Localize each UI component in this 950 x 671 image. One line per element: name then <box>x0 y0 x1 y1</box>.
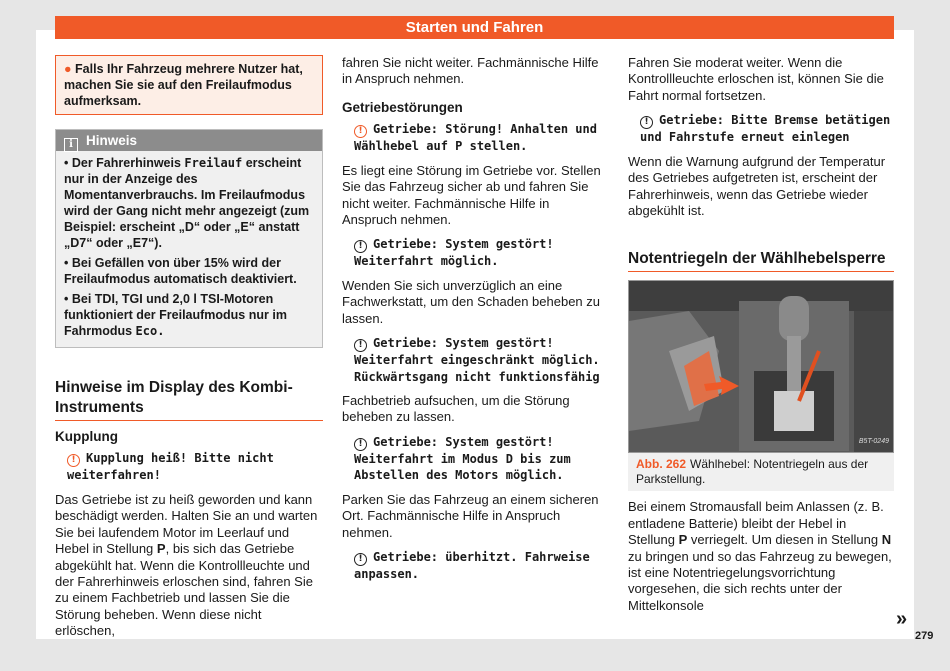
note-header <box>56 130 322 151</box>
column-3 <box>628 55 894 622</box>
figure-caption <box>628 453 894 491</box>
note-text: Bei TDI, TGI und 2,0 l TSI-Motoren funktioniert der Freilaufmodus nur im Fahrmodus <box>64 292 287 338</box>
warning-box <box>55 55 323 115</box>
display-message <box>628 112 894 146</box>
info-icon: i <box>64 138 78 152</box>
figure-label: Abb. 262 <box>636 457 687 472</box>
paragraph-text: Bei einem Stromausfall beim Anlassen (z. B. entladene Batterie) bleibt der Hebel in Stellung <box>628 499 884 548</box>
paragraph: Wenn die Warnung aufgrund der Temperatur des Getriebes aufgetreten ist, erscheint der Fahrerhinweis, wenn das Getriebe wieder abgekühlt ist. <box>628 153 886 218</box>
note-title: Hinweis <box>86 133 138 148</box>
bullet-icon: ● <box>64 62 72 76</box>
section-title: Hinweise im Display des Kombi-Instruments <box>55 378 323 421</box>
figure-gear-lever <box>628 280 894 453</box>
note-item: • Bei TDI, TGI und 2,0 l TSI-Motoren funktioniert der Freilaufmodus nur im Fahrmodus Eco. <box>64 292 287 338</box>
column-1 <box>55 55 323 648</box>
continue-mark: » <box>896 608 908 630</box>
display-message <box>342 434 607 484</box>
chapter-title: Starten und Fahren <box>405 19 544 36</box>
warning-light-icon: ! <box>354 125 367 138</box>
display-message <box>55 450 323 484</box>
chapter-header <box>55 16 894 39</box>
warning-light-icon: ! <box>354 553 367 566</box>
note-mono-text: Eco. <box>135 324 165 338</box>
message-text: Getriebe: System gestört! Weiterfahrt möglich. <box>354 237 554 269</box>
paragraph: Es liegt eine Störung im Getriebe vor. Stellen Sie das Fahrzeug sicher ab und fahren Sie nicht weiter. Fachmännische Hilfe in Anspruch nehmen. <box>342 162 601 227</box>
message-text: Getriebe: Störung! Anhalten und Wählhebel auf P stellen. <box>354 122 597 154</box>
warning-light-icon: ! <box>640 116 653 129</box>
note-item: • Der Fahrerhinweis Freilauf erscheint nur in der Anzeige des Momentanverbrauchs. Im Freilaufmodus wird der Gang nicht mehr angezeigt (zum Beispiel: erscheint „D“ oder „E“ anstatt „D7“ oder „E7“). <box>64 156 310 250</box>
column-2 <box>342 55 607 591</box>
subsection-title: Getriebestörungen <box>342 99 463 115</box>
paragraph: Parken Sie das Fahrzeug an einem sicheren Ort. Fachmännische Hilfe in Anspruch nehmen. <box>342 491 599 540</box>
display-message <box>342 549 607 583</box>
gear-position: N <box>881 532 892 548</box>
note-text: Bei Gefällen von über 15% wird der Freilaufmodus automatisch deaktiviert. <box>64 256 297 286</box>
paragraph-text: , bis sich das Getriebe abgekühlt hat. Wenn die Kontrollleuchte und der Fahrerhinweis erloschen sind, fahren Sie zu einem Fachbetrieb und lassen Sie die Störung beheben. Wenn diese nicht erlöschen, <box>55 541 313 639</box>
figure-id: B5T-0249 <box>858 437 889 445</box>
paragraph: Fachbetrieb aufsuchen, um die Störung beheben zu lassen. <box>342 393 570 425</box>
paragraph-text: Das Getriebe ist zu heiß geworden und kann beschädigt werden. Halten Sie an und warten Sie bei laufendem Motor im Leerlauf und Hebel in Stellung <box>55 491 318 557</box>
message-text: Kupplung heiß! Bitte nicht weiterfahren! <box>67 451 274 483</box>
note-item: • Bei Gefällen von über 15% wird der Freilaufmodus automatisch deaktiviert. <box>64 256 297 286</box>
gear-position: P <box>156 541 166 557</box>
display-message <box>342 335 607 385</box>
warning-light-icon: ! <box>354 240 367 253</box>
section-title: Notentriegeln der Wählhebelsperre <box>628 249 894 272</box>
paragraph <box>628 499 894 614</box>
paragraph: Wenden Sie sich unverzüglich an eine Fachwerkstatt, um den Schaden beheben zu lassen. <box>342 277 600 326</box>
subsection-title: Kupplung <box>55 429 118 444</box>
display-message <box>342 236 607 270</box>
warning-text: Falls Ihr Fahrzeug mehrere Nutzer hat, machen Sie sie auf den Freilaufmodus aufmerksam. <box>64 62 303 108</box>
message-text: Getriebe: System gestört! Weiterfahrt im Modus D bis zum Abstellen des Motors möglich. <box>354 434 571 483</box>
caption-text: Wählhebel: Notentriegeln aus der Parkstellung. <box>636 457 869 487</box>
message-text: Getriebe: überhitzt. Fahrweise anpassen. <box>354 550 590 582</box>
paragraph-text: verriegelt. Um diesen in Stellung <box>690 532 879 548</box>
note-box <box>55 129 323 348</box>
gear-lever-illustration <box>629 281 893 452</box>
gear-position: P <box>678 532 688 548</box>
warning-light-icon: ! <box>354 438 367 451</box>
warning-light-icon: ! <box>354 339 367 352</box>
paragraph: Fahren Sie moderat weiter. Wenn die Kontrollleuchte erloschen ist, können Sie die Fahrt normal fortsetzen. <box>628 55 884 103</box>
note-body <box>56 151 322 347</box>
paragraph-text: zu bringen und so das Fahrzeug zu bewegen, ist eine Notentriegelungsvorrichtung vorgesehen, die sich rechts unter der Mittelkonsole <box>628 548 892 613</box>
warning-light-icon: ! <box>67 454 80 467</box>
page-number: 279 <box>915 630 934 642</box>
note-mono-text: Freilauf <box>184 156 243 170</box>
display-message <box>342 121 607 155</box>
message-text: Getriebe: Bitte Bremse betätigen und Fahrstufe erneut einlegen <box>640 113 891 145</box>
note-text: Der Fahrerhinweis <box>71 156 181 170</box>
note-text: erscheint nur in der Anzeige des Momentanverbrauchs. Im Freilaufmodus wird der Gang nicht mehr angezeigt (zum Beispiel: erscheint „D“ oder „E“ anstatt „D7“ oder „E7“). <box>64 156 310 250</box>
paragraph <box>55 492 323 640</box>
paragraph: fahren Sie nicht weiter. Fachmännische Hilfe in Anspruch nehmen. <box>342 55 599 87</box>
message-text: Getriebe: System gestört! Weiterfahrt eingeschränkt möglich. Rückwärtsgang nicht funktionsfähig <box>354 336 600 384</box>
